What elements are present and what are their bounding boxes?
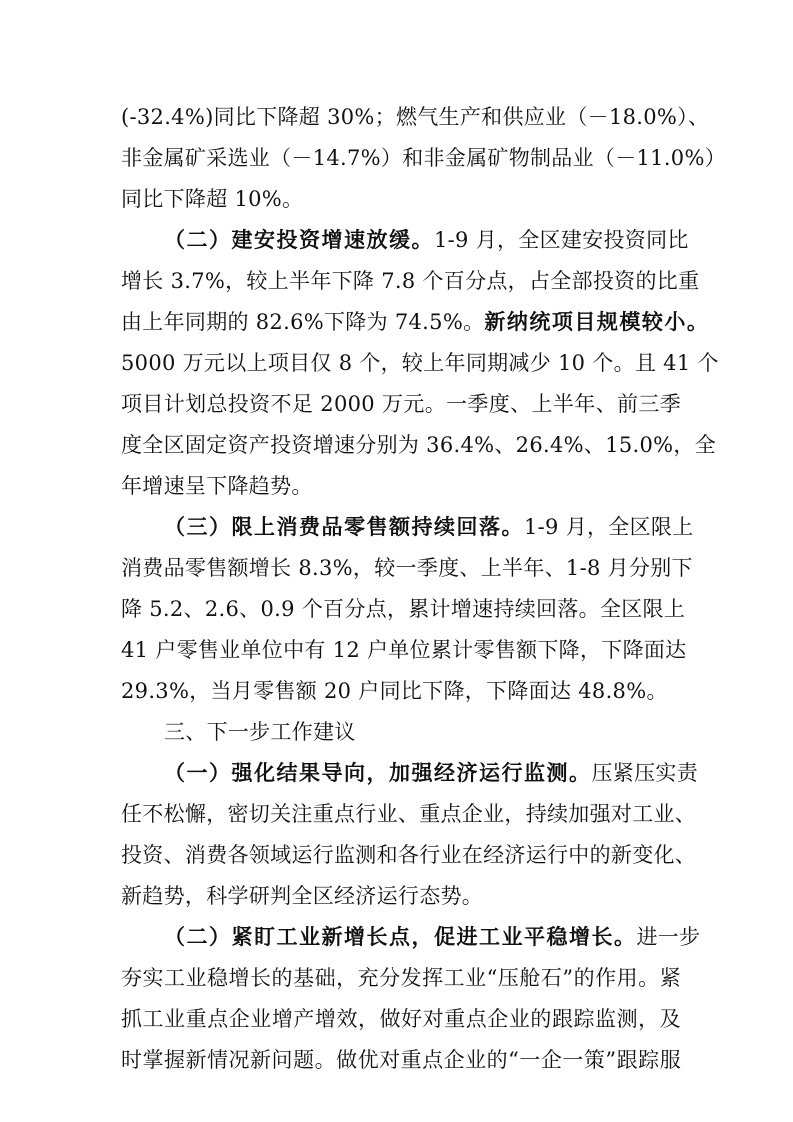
paragraph-line: 项目计划总投资不足 2000 万元。一季度、上半年、前三季 xyxy=(121,392,681,416)
paragraph-line xyxy=(164,758,698,788)
paragraph-line: 投资、消费各领域运行监测和各行业在经济运行中的新变化、 xyxy=(121,843,697,867)
paragraph-line: 时掌握新情况新问题。做优对重点企业的“一企一策”跟踪服 xyxy=(121,1048,681,1072)
paragraph-line xyxy=(121,307,710,337)
paragraph-line: 抓工业重点企业增产增效，做好对重点企业的跟踪监测，及 xyxy=(121,1007,681,1031)
paragraph-line: 度全区固定资产投资增速分别为 36.4%、26.4%、15.0%，全 xyxy=(121,433,717,457)
paragraph-line: 年增速呈下降趋势。 xyxy=(121,474,313,498)
paragraph-text: 由上年同期的 82.6%下降为 74.5%。 xyxy=(121,310,485,334)
subsection-heading: （一）强化结果导向，加强经济运行监测。 xyxy=(164,761,592,785)
subsection-heading: （三）限上消费品零售额持续回落。 xyxy=(164,515,524,539)
paragraph-line: 同比下降超 10%。 xyxy=(121,187,304,211)
paragraph-line: 夯实工业稳增长的基础，充分发挥工业“压舱石”的作用。紧 xyxy=(121,966,681,990)
paragraph-line: 增长 3.7%，较上半年下降 7.8 个百分点，占全部投资的比重 xyxy=(121,269,700,293)
subsection-heading: （二）建安投资增速放缓。 xyxy=(164,228,434,252)
section-title: 三、下一步工作建议 xyxy=(164,720,356,744)
paragraph-line: 非金属矿采选业（－14.7%）和非金属矿物制品业（－11.0%） xyxy=(121,146,727,170)
paragraph-line xyxy=(164,922,701,952)
paragraph-text: 压紧压实责 xyxy=(591,761,698,785)
paragraph-text: 1-9 月，全区限上 xyxy=(524,515,694,539)
paragraph-line: 41 户零售业单位中有 12 户单位累计零售额下降，下降面达 xyxy=(121,638,687,662)
paragraph-text: 进一步 xyxy=(636,925,701,949)
paragraph-line: 29.3%，当月零售额 20 户同比下降，下降面达 48.8%。 xyxy=(121,679,668,703)
emphasis-text: 新纳统项目规模较小。 xyxy=(484,310,710,334)
paragraph-line: 任不松懈，密切关注重点行业、重点企业，持续加强对工业、 xyxy=(121,802,697,826)
paragraph-line: 消费品零售额增长 8.3%，较一季度、上半年、1-8 月分别下 xyxy=(121,556,693,580)
paragraph-line xyxy=(164,225,689,255)
subsection-heading: （二）紧盯工业新增长点，促进工业平稳增长。 xyxy=(164,925,637,949)
paragraph-line: (-32.4%)同比下降超 30%；燃气生产和供应业（－18.0%）、 xyxy=(121,105,710,129)
paragraph-line xyxy=(164,512,694,542)
paragraph-line: 5000 万元以上项目仅 8 个，较上年同期减少 10 个。且 41 个 xyxy=(121,351,719,375)
paragraph-line: 新趋势，科学研判全区经济运行态势。 xyxy=(121,884,484,908)
paragraph-text: 1-9 月，全区建安投资同比 xyxy=(434,228,689,252)
paragraph-line: 降 5.2、2.6、0.9 个百分点，累计增速持续回落。全区限上 xyxy=(121,597,686,621)
